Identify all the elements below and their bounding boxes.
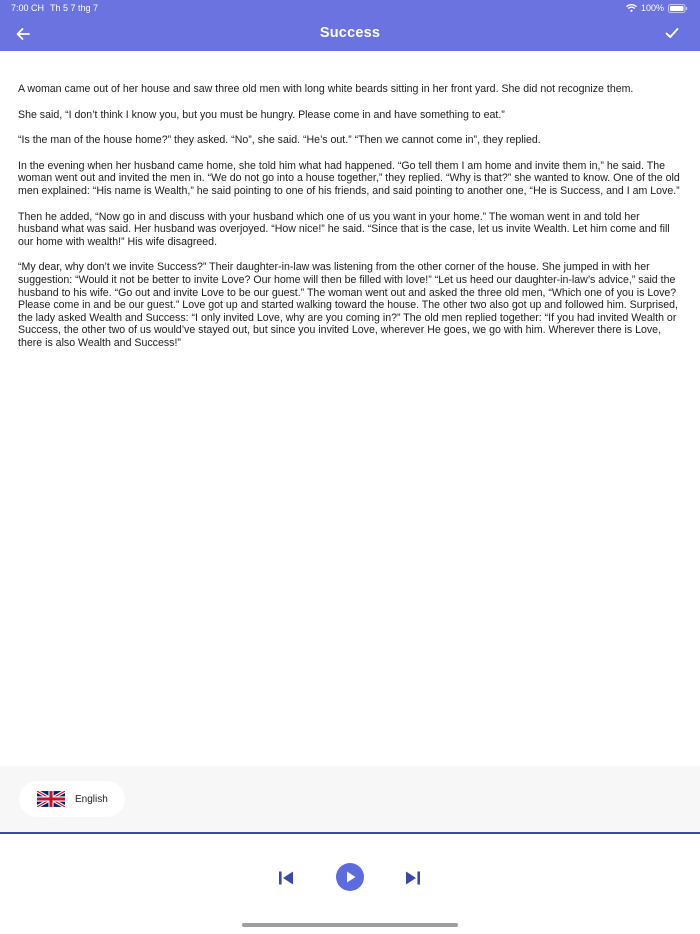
page-title: Success: [319, 25, 381, 41]
battery-percent: 100%: [640, 3, 664, 13]
wifi-icon: [626, 4, 637, 12]
battery-icon: [668, 4, 688, 13]
language-label: English: [75, 793, 108, 805]
story-paragraph-3: “Is the man of the house home?” they asked. “No”, she said. “He’s out.” “Then we cannot come in”, they replied.: [18, 134, 541, 147]
skip-previous-icon: [276, 868, 296, 888]
confirm-button[interactable]: [664, 25, 680, 41]
navigation-bar: [0, 16, 700, 51]
status-bar: [0, 0, 700, 16]
play-button[interactable]: [336, 863, 364, 891]
check-icon: [664, 25, 680, 41]
status-indicators: [626, 0, 688, 16]
uk-flag-icon: [37, 791, 65, 807]
story-paragraph-2: She said, “I don’t think I know you, but you must be hungry. Please come in and have something to eat.”: [18, 108, 505, 121]
app-header: [0, 0, 700, 51]
next-button[interactable]: [403, 868, 423, 888]
story-paragraph-5: Then he added, “Now go in and discuss with your husband which one of us you want in your home.” The woman went in and told her husband what was said. Her husband was overjoyed. “How nice!” he said. “Since that is the case, let us invite Wealth. Let him come and fill our home with wealth!” His wife disagreed.: [18, 210, 670, 248]
status-time: 7:00 CH: [11, 3, 45, 13]
home-indicator: [242, 923, 458, 927]
audio-player: [0, 834, 700, 934]
story-paragraph-1: A woman came out of her house and saw three old men with long white beards sitting in her front yard. She did not recognize them.: [18, 83, 634, 95]
previous-button[interactable]: [276, 868, 296, 888]
play-icon: [336, 863, 364, 891]
skip-next-icon: [403, 868, 423, 888]
story-paragraph-4: In the evening when her husband came home, she told him what had happened. “Go tell them I am home and invite them in,” he said. The woman went out and invited the men in. “We do not go into a house together,” they replied. “Why is that?” she wanted to know. One of the old men explained: “His name is Wealth,” he said pointing to one of his friends, and said pointing to another one, “He is Success, and I am Love.”: [18, 159, 680, 197]
language-selector[interactable]: [19, 781, 125, 817]
story-paragraph-6: “My dear, why don’t we invite Success?” Their daughter-in-law was listening from the other corner of the house. She jumped in with her suggestion: “Would it not be better to invite Love? Our home will then be filled with love!” “Let us heed our daughter-in-law’s advice,” said the husband to his wife. “Go out and invite Love to be our guest.” The woman went out and asked the three old men, “Which one of you is Love? Please come in and be our guest.” Love got up and started walking toward the house. The other two also got up and followed him. Surprised, the lady asked Wealth and Success: “I only invited Love, why are you coming in?” The old men replied together: “If you had invited Wealth or Success, the other two of us would’ve stayed out, but since you invited Love, wherever He goes, we go with him. Wherever there is Love, there is also Wealth and Success!”: [18, 261, 678, 349]
language-panel: [0, 766, 700, 832]
status-date: Th 5 7 thg 7: [50, 3, 99, 13]
story-text: [18, 83, 682, 363]
